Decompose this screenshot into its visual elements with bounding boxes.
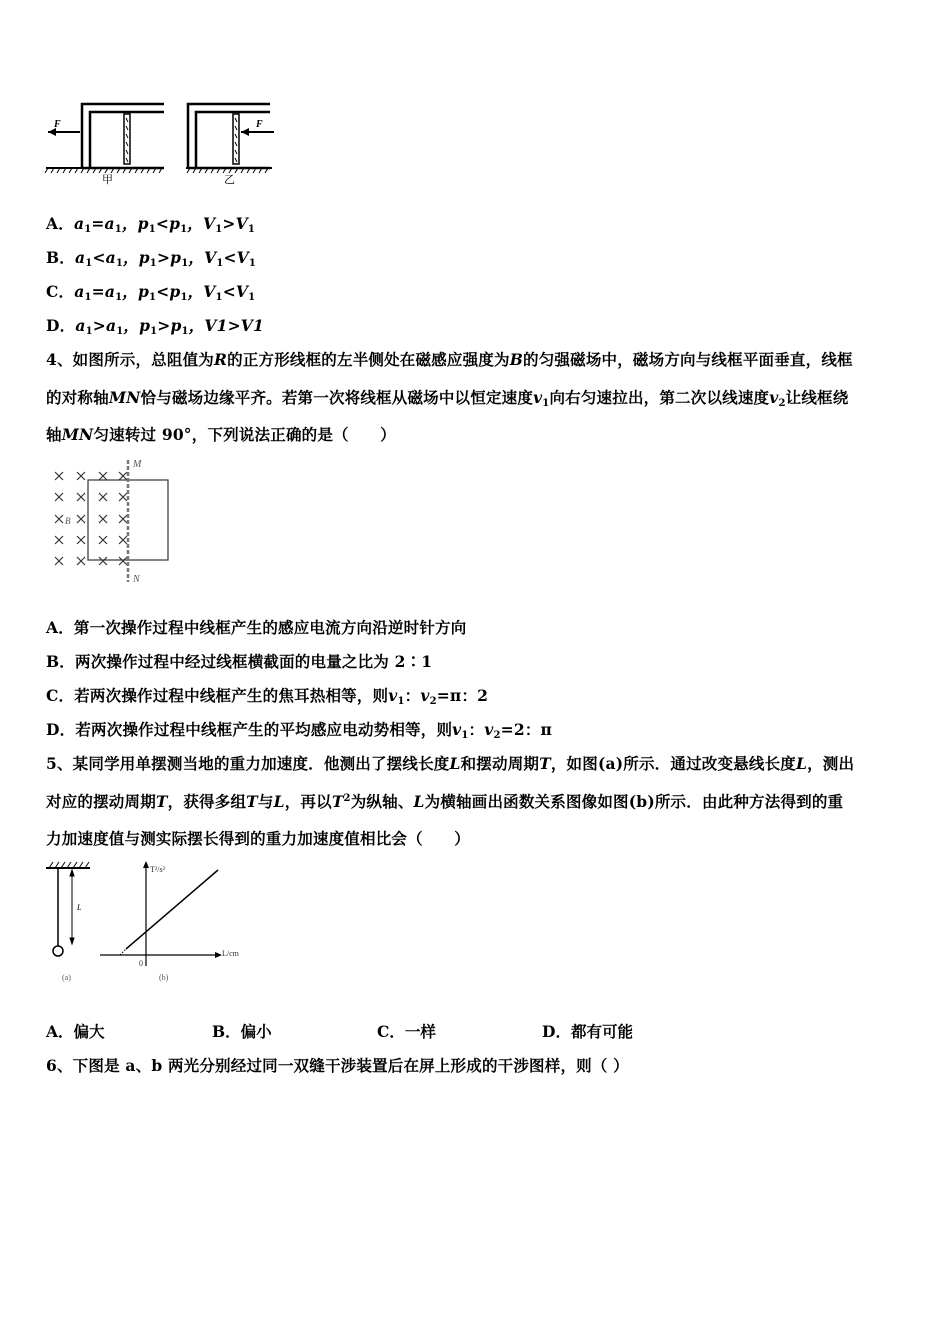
figure-jia	[48, 104, 164, 168]
q4-stem-line3: 轴MN匀速转过 90°，下列说法正确的是（ ）	[46, 425, 396, 444]
q4-stem-line1: 4、如图所示，总阻值为R的正方形线框的左半侧处在磁感应强度为B的匀强磁场中，磁场方向与线框平面垂直，线框	[46, 350, 853, 369]
q5-option-d[interactable]: D．都有可能	[542, 1022, 633, 1041]
q5-stem-line2: 对应的摆动周期T，获得多组T与L，再以$T^2$为纵轴、L为横轴画出函数关系图像如图(b)所示．由此种方法得到的重	[46, 792, 844, 811]
figure-magnetic-field	[46, 456, 176, 586]
figure-pendulum	[40, 856, 250, 986]
label-m: M	[133, 459, 142, 470]
q4-option-b[interactable]: B．两次操作过程中经过线框横截面的电量之比为 2∶1	[46, 652, 433, 671]
label-b: B	[65, 516, 71, 526]
figure-a-label: (a)	[62, 973, 71, 982]
q3-option-d[interactable]: D．$a_1>a_1$，$p_1>p_1$，V1>V1	[46, 316, 265, 337]
figure-yi	[188, 104, 274, 168]
q5-option-c[interactable]: C．一样	[377, 1022, 436, 1041]
ground-hatch-left	[45, 168, 164, 173]
graph-y-axis-label: T²/s²	[150, 865, 166, 874]
t2-l-graph	[100, 861, 222, 966]
q3-option-c[interactable]: C．$a_1=a_1$，$p_1<p_1$，$V_1<V_1$	[46, 282, 256, 303]
figure-pistons	[40, 96, 280, 186]
q5-stem-line3: 力加速度值与测实际摆长得到的重力加速度值相比会（ ）	[46, 829, 470, 848]
q5-stem-line1: 5、某同学用单摆测当地的重力加速度．他测出了摆线长度L和摆动周期T，如图(a)所示．通过改变悬线长度L，测出	[46, 754, 855, 773]
label-n: N	[133, 574, 140, 585]
q4-option-d[interactable]: D．若两次操作过程中线框产生的平均感应电动势相等，则$v_1$：$v_2=2$：π	[46, 720, 553, 741]
q3-option-a[interactable]: A．$a_1=a_1$，$p_1<p_1$，$V_1>V_1$	[46, 214, 255, 235]
label-jia: 甲	[102, 174, 113, 186]
q6-stem-line1: 6、下图是 a、b 两光分别经过同一双缝干涉装置后在屏上形成的干涉图样，则（ ）	[46, 1056, 629, 1075]
q4-option-c[interactable]: C．若两次操作过程中线框产生的焦耳热相等，则$v_1$：$v_2=\pi$：2	[46, 686, 489, 707]
force-label-left: F	[54, 119, 61, 130]
graph-x-axis-label: L/cm	[222, 949, 239, 958]
figure-b-label: (b)	[159, 973, 169, 982]
label-yi: 乙	[224, 174, 235, 186]
force-label-right: F	[256, 119, 263, 130]
q4-stem-line2: 的对称轴MN恰与磁场边缘平齐。若第一次将线框从磁场中以恒定速度$v_1$向右匀速拉出，第二次以线速度$v_2$让线框绕	[46, 388, 849, 409]
pendulum-length-label: L	[77, 903, 82, 912]
q5-option-b[interactable]: B．偏小	[212, 1022, 272, 1041]
q5-option-a[interactable]: A．偏大	[46, 1022, 105, 1041]
q4-option-a[interactable]: A．第一次操作过程中线框产生的感应电流方向沿逆时针方向	[46, 618, 467, 637]
pendulum-diagram	[46, 862, 90, 956]
q3-option-b[interactable]: B．$a_1<a_1$，$p_1>p_1$，$V_1<V_1$	[46, 248, 257, 269]
ground-hatch-right	[186, 168, 272, 173]
graph-origin-label: 0	[139, 959, 143, 968]
